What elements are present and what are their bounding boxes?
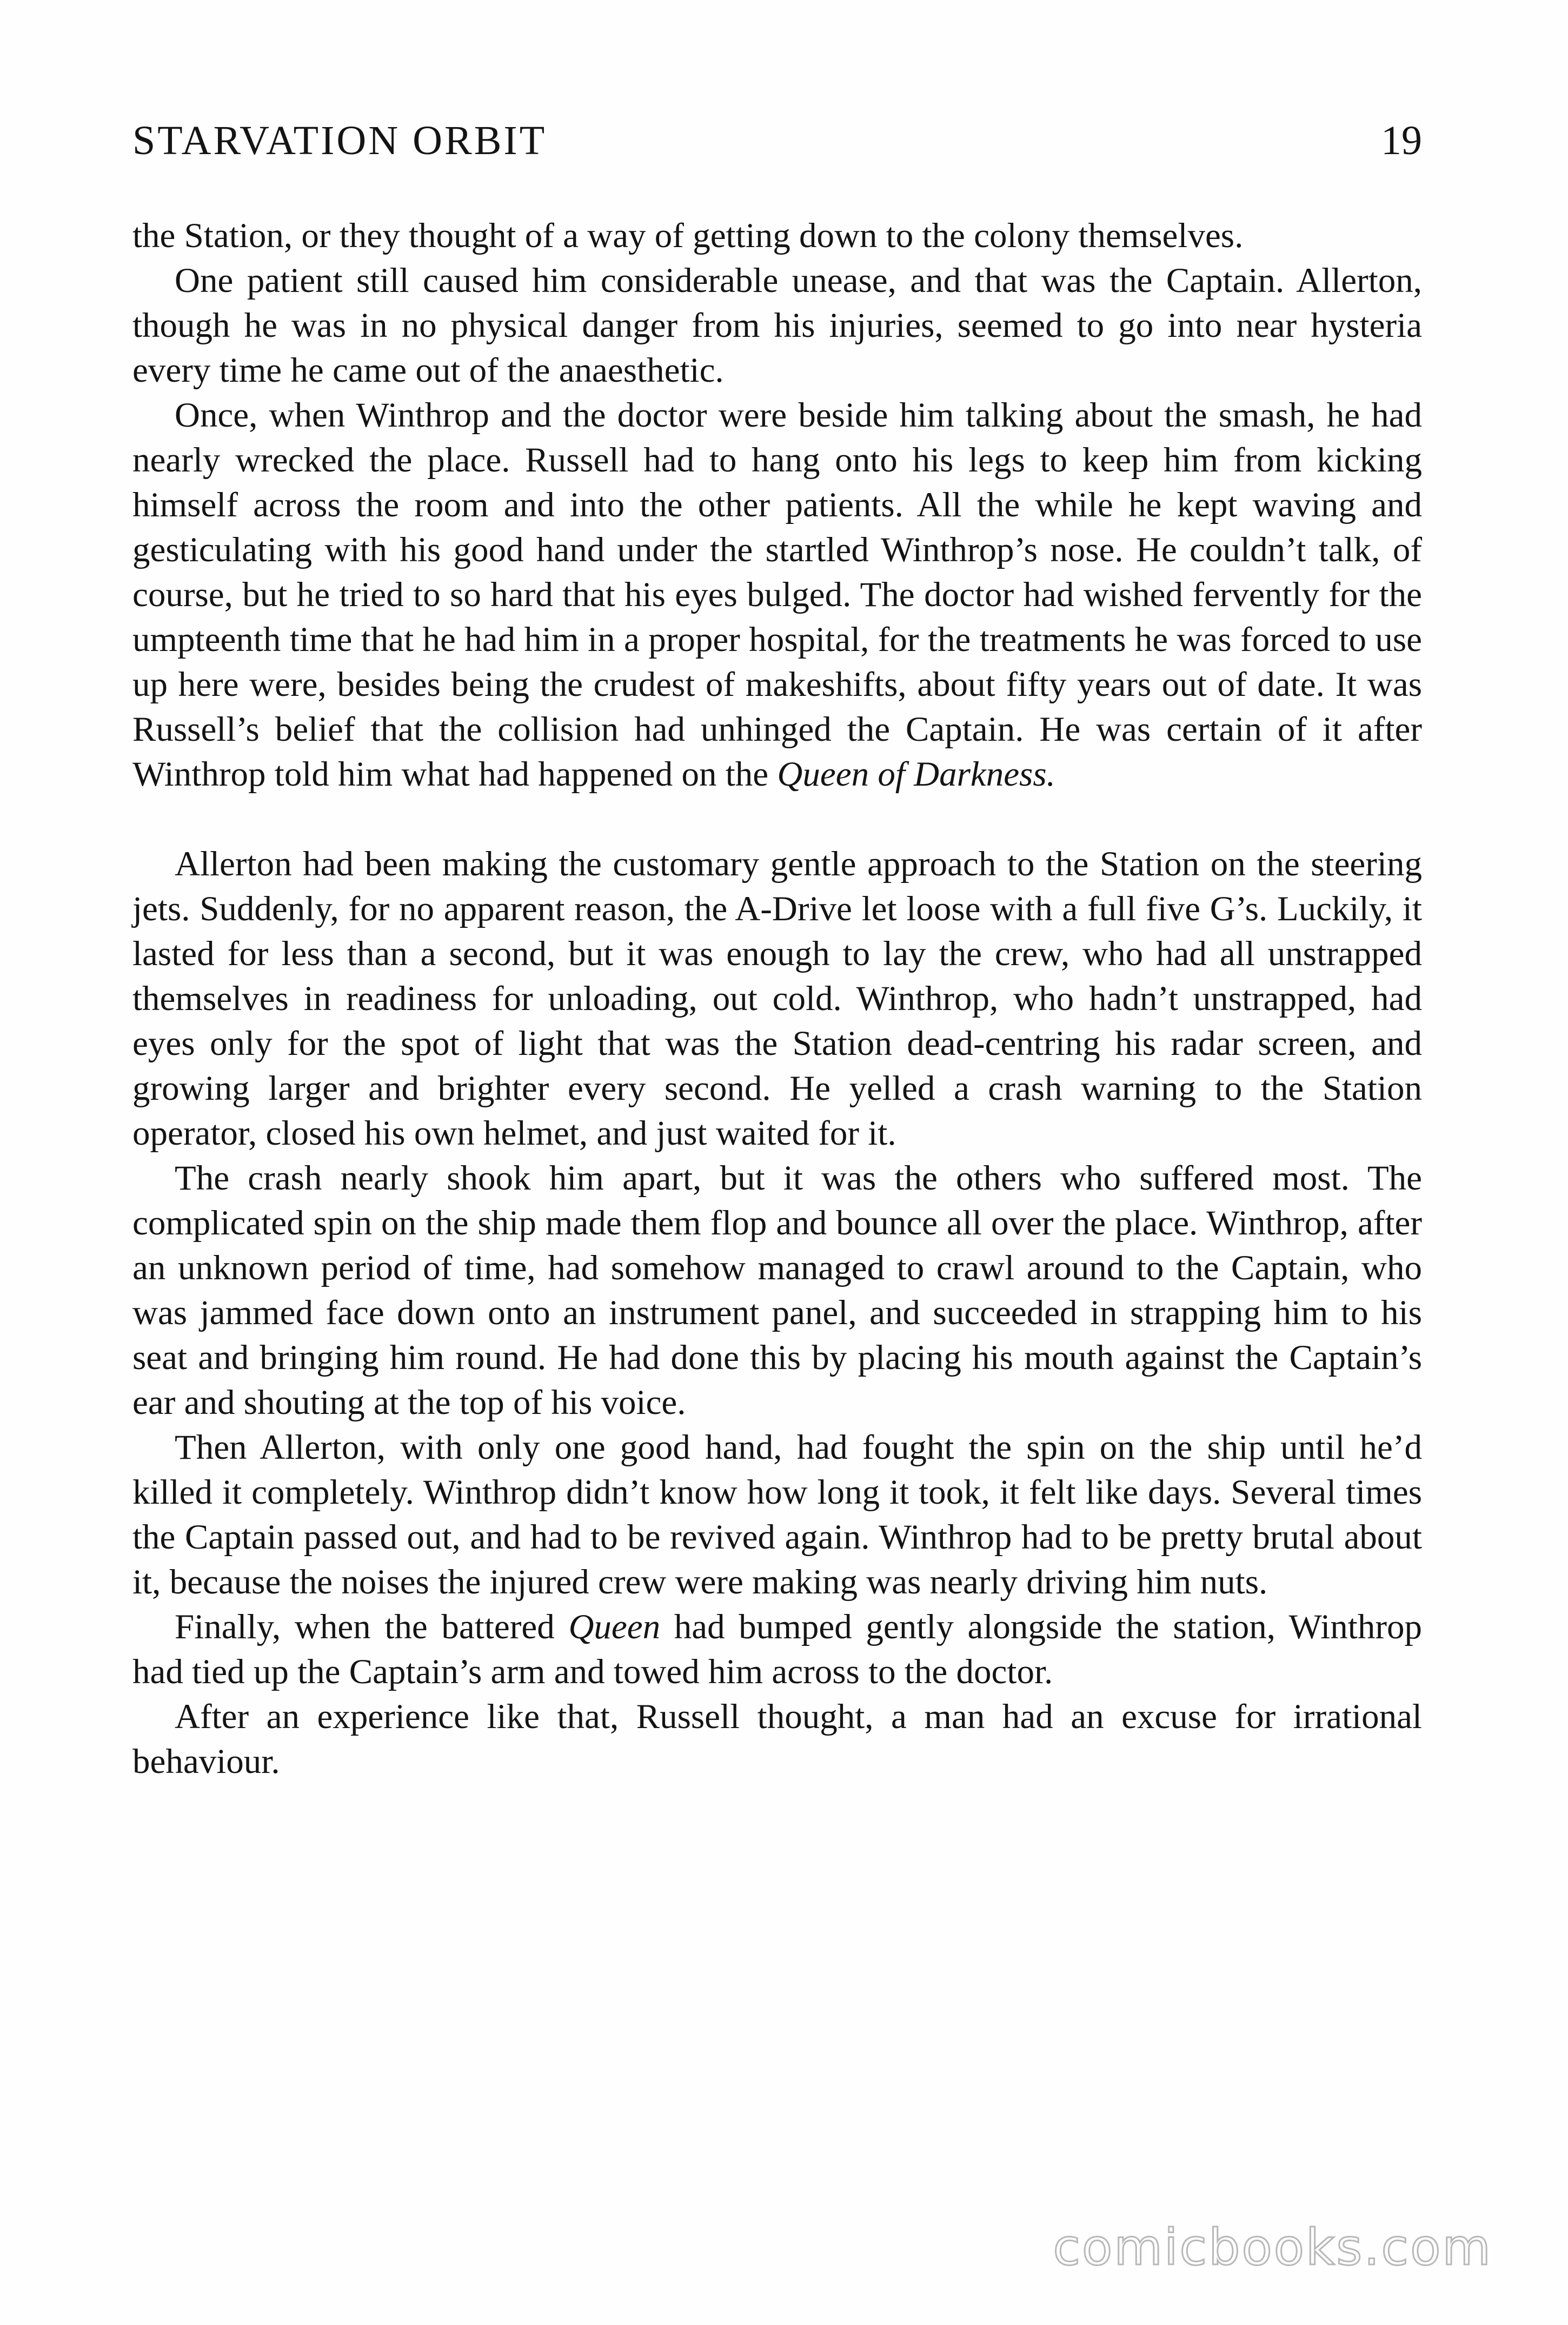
- paragraph-text: Once, when Winthrop and the doctor were beside him talking about the smash, he had nearly wrecked the place. Russell had to hang onto his legs to keep him from kicking himself across the room and into the other patients. All the while he kept waving and gesticulating with his good hand under the startled Winthrop’s nose. He couldn’t talk, of course, but he tried to so hard that his eyes bulged. The doctor had wished fervently for the umpteenth time that he had him in a proper hospital, for the treatments he was forced to use up here were, besides being the crudest of makeshifts, about fifty years out of date. It was Russell’s belief that the collision had unhinged the Captain. He was certain of it after Winthrop told him what had happened on the: [132, 396, 1422, 794]
- running-title: STARVATION ORBIT: [132, 118, 547, 163]
- paragraph: [132, 1605, 1422, 1695]
- italic-text: Queen: [568, 1607, 661, 1646]
- paragraph-text: The crash nearly shook him apart, but it was the others who suffered most. The complicated spin on the ship made them flop and bounce all over the place. Winthrop, after an unknown period of time, had somehow managed to crawl around to the Captain, who was jammed face down onto an instrument panel, and succeeded in strapping him to his seat and bringing him round. He had done this by placing his mouth against the Captain’s ear and shouting at the top of his voice.: [132, 1159, 1422, 1422]
- paragraph-text: After an experience like that, Russell thought, a man had an excuse for irrational behaviour.: [132, 1697, 1422, 1781]
- paragraph-text: Allerton had been making the customary gentle approach to the Station on the steering jets. Suddenly, for no apparent reason, the A-Drive let loose with a full five G’s. Luckily, it lasted for less than a second, but it was enough to lay the crew, who had all unstrapped themselves in readiness for unloading, out cold. Winthrop, who hadn’t unstrapped, had eyes only for the spot of light that was the Station dead-centring his radar screen, and growing larger and brighter every second. He yelled a crash warning to the Station operator, closed his own helmet, and just waited for it.: [132, 845, 1422, 1153]
- body-text: [132, 214, 1422, 1784]
- paragraph-text: had bumped gently alongside the station, Winthrop had tied up the Captain’s arm and towed him across to the doctor.: [132, 1607, 1422, 1691]
- paragraph: [132, 214, 1422, 258]
- paragraph-text: One patient still caused him considerable unease, and that was the Captain. Allerton, though he was in no physical danger from his injuries, seemed to go into near hysteria every time he came out of the anaesthetic.: [132, 261, 1422, 390]
- page-number: 19: [1381, 118, 1422, 163]
- paragraph: [132, 1425, 1422, 1605]
- italic-text: Queen of Darkness.: [777, 755, 1055, 794]
- paragraph: [132, 393, 1422, 797]
- paragraph: [132, 258, 1422, 393]
- watermark: comicbooks.com: [1053, 2218, 1492, 2276]
- paragraph: [132, 842, 1422, 1156]
- paragraph: [132, 1156, 1422, 1425]
- running-head: [132, 116, 1422, 165]
- paragraph-text: Finally, when the battered: [175, 1607, 569, 1646]
- paragraph-text: the Station, or they thought of a way of getting down to the colony themselves.: [132, 216, 1244, 255]
- paragraph-text: Then Allerton, with only one good hand, had fought the spin on the ship until he’d killed it completely. Winthrop didn’t know how long it took, it felt like days. Several times the Captain passed out, and had to be revived again. Winthrop had to be pretty brutal about it, because the noises the injured crew were making was nearly driving him nuts.: [132, 1428, 1422, 1602]
- paragraph: [132, 1695, 1422, 1784]
